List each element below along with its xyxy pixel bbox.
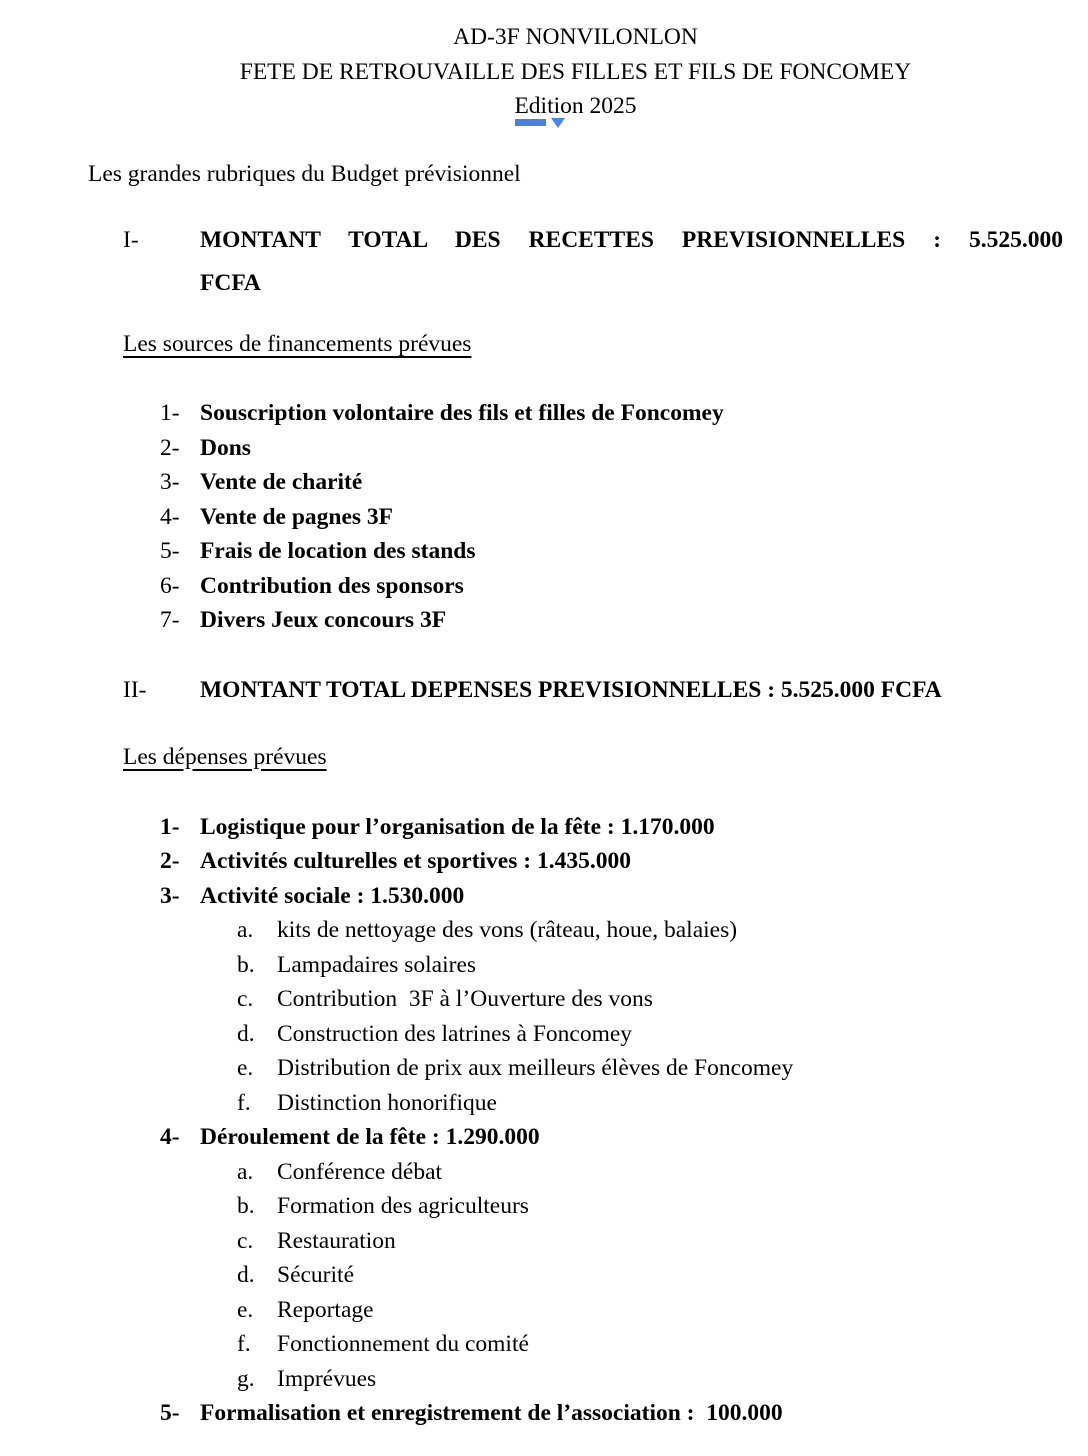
sub-list-item — [88, 1155, 1063, 1190]
sub-list-item — [88, 1051, 1063, 1086]
sub-list-item-text: Lampadaires solaires — [277, 951, 477, 978]
list-item-marker: 2- — [160, 434, 180, 461]
sub-list-item-marker: a. — [237, 917, 254, 943]
sub-list-item-text: Formation des agriculteurs — [277, 1193, 529, 1219]
sub-list-item-text: Distribution de prix aux meilleurs élèves de Foncomey — [277, 1055, 794, 1081]
sub-list-item-text: Sécurité — [277, 1262, 354, 1288]
list-item — [88, 603, 1063, 638]
list-item-text: Divers Jeux concours 3F — [200, 607, 447, 633]
sub-list-item — [88, 982, 1063, 1017]
sub-list-item — [88, 1086, 1063, 1121]
sub-list-item-marker: b. — [237, 951, 255, 978]
sub-list-item — [88, 1362, 1063, 1397]
list-item-marker: 4- — [160, 503, 180, 530]
edition-text: Edition 2025 — [514, 93, 637, 119]
sub-list-item-marker: e. — [237, 1055, 254, 1081]
sub-list-item-text: Restauration — [277, 1227, 396, 1254]
list-item — [88, 1396, 1063, 1431]
autocorrect-dropdown-icon[interactable] — [551, 118, 565, 128]
edition-text-wrap — [514, 89, 636, 124]
list-item-text: Contribution des sponsors — [200, 572, 464, 599]
list-item-marker: 5- — [160, 1400, 180, 1426]
list-item — [88, 810, 1063, 845]
proofing-underline — [515, 119, 546, 126]
list-item — [88, 534, 1063, 569]
title-line-2: FETE DE RETROUVAILLE DES FILLES ET FILS DE FONCOMEY — [239, 58, 912, 85]
title-line-1: AD-3F NONVILONLON — [453, 24, 698, 50]
list-item-text: Activité sociale : 1.530.000 — [200, 882, 465, 909]
sub-list-item-text: kits de nettoyage des vons (râteau, houe, balaies) — [277, 917, 738, 943]
sub-list-item-marker: c. — [237, 986, 254, 1012]
sub-list-item-text: Conférence débat — [277, 1158, 443, 1185]
list-item-marker: 3- — [160, 469, 180, 495]
list-item — [88, 431, 1063, 466]
sub-list-item-text: Imprévues — [277, 1365, 377, 1392]
title-line-3 — [88, 89, 1063, 124]
list-item-text: Formalisation et enregistrement de l’association : 100.000 — [200, 1400, 783, 1426]
sub-list-item-marker: g. — [237, 1365, 255, 1392]
section-recettes-heading-line1: MONTANT TOTAL DES RECETTES PREVISIONNELLES : 5.525.000 — [200, 226, 1063, 253]
sources-list — [88, 396, 1063, 638]
sub-list-item-marker: f. — [237, 1331, 251, 1357]
sub-list-item-text: Fonctionnement du comité — [277, 1331, 529, 1357]
sub-list-item-text: Reportage — [277, 1296, 374, 1323]
list-item — [88, 396, 1063, 431]
subheading-sources: Les sources de financements prévues — [123, 331, 472, 357]
sub-list-item — [88, 1327, 1063, 1362]
list-item-text: Dons — [200, 434, 251, 461]
sub-list-item-marker: f. — [237, 1089, 251, 1116]
sub-list-item — [88, 1224, 1063, 1259]
intro-paragraph: Les grandes rubriques du Budget prévisionnel — [88, 160, 521, 187]
list-item — [88, 879, 1063, 914]
sub-list-item — [88, 913, 1063, 948]
sub-list-item-marker: a. — [237, 1158, 254, 1185]
list-item — [88, 465, 1063, 500]
document-title — [88, 20, 1063, 124]
list-item-text: Logistique pour l’organisation de la fête : 1.170.000 — [200, 813, 715, 840]
section-depenses-heading — [88, 673, 1063, 708]
sub-list-item — [88, 1017, 1063, 1052]
sub-list-item — [88, 1189, 1063, 1224]
list-item-marker: 6- — [160, 572, 180, 599]
list-item-text: Vente de pagnes 3F — [200, 503, 394, 530]
list-item-marker: 1- — [160, 813, 180, 840]
sub-list-item — [88, 948, 1063, 983]
sub-list-item-text: Contribution 3F à l’Ouverture des vons — [277, 986, 653, 1012]
sub-list-item-text: Construction des latrines à Foncomey — [277, 1020, 633, 1047]
sub-list-item-marker: c. — [237, 1227, 254, 1254]
list-item-marker: 3- — [160, 882, 180, 909]
sub-list-item — [88, 1258, 1063, 1293]
section-depenses-numeral: II- — [123, 676, 147, 703]
list-item-text: Frais de location des stands — [200, 538, 476, 564]
sub-list-item-marker: b. — [237, 1193, 255, 1219]
section-recettes-heading-line2: FCFA — [200, 269, 261, 296]
list-item-text: Activités culturelles et sportives : 1.435.000 — [200, 848, 631, 874]
sub-list-item-marker: e. — [237, 1296, 254, 1323]
list-item-marker: 4- — [160, 1124, 180, 1150]
list-item-marker: 5- — [160, 538, 180, 564]
sub-list-item-text: Distinction honorifique — [277, 1089, 497, 1116]
list-item — [88, 1120, 1063, 1155]
sub-list-item — [88, 1293, 1063, 1328]
list-item-marker: 2- — [160, 848, 180, 874]
list-item-text: Déroulement de la fête : 1.290.000 — [200, 1124, 540, 1150]
list-item-marker: 7- — [160, 607, 180, 633]
list-item — [88, 844, 1063, 879]
section-recettes-numeral: I- — [123, 226, 139, 253]
list-item-marker: 1- — [160, 400, 180, 426]
sub-list-item-marker: d. — [237, 1262, 255, 1288]
depenses-list — [88, 810, 1063, 1431]
list-item-text: Souscription volontaire des fils et filles de Foncomey — [200, 400, 724, 426]
section-recettes-heading — [88, 219, 1063, 305]
list-item — [88, 569, 1063, 604]
list-item-text: Vente de charité — [200, 469, 363, 495]
subheading-depenses: Les dépenses prévues — [123, 743, 327, 770]
sub-list-item-marker: d. — [237, 1020, 255, 1047]
list-item — [88, 500, 1063, 535]
section-depenses-heading-text: MONTANT TOTAL DEPENSES PREVISIONNELLES : 5.525.000 FCFA — [200, 676, 942, 703]
